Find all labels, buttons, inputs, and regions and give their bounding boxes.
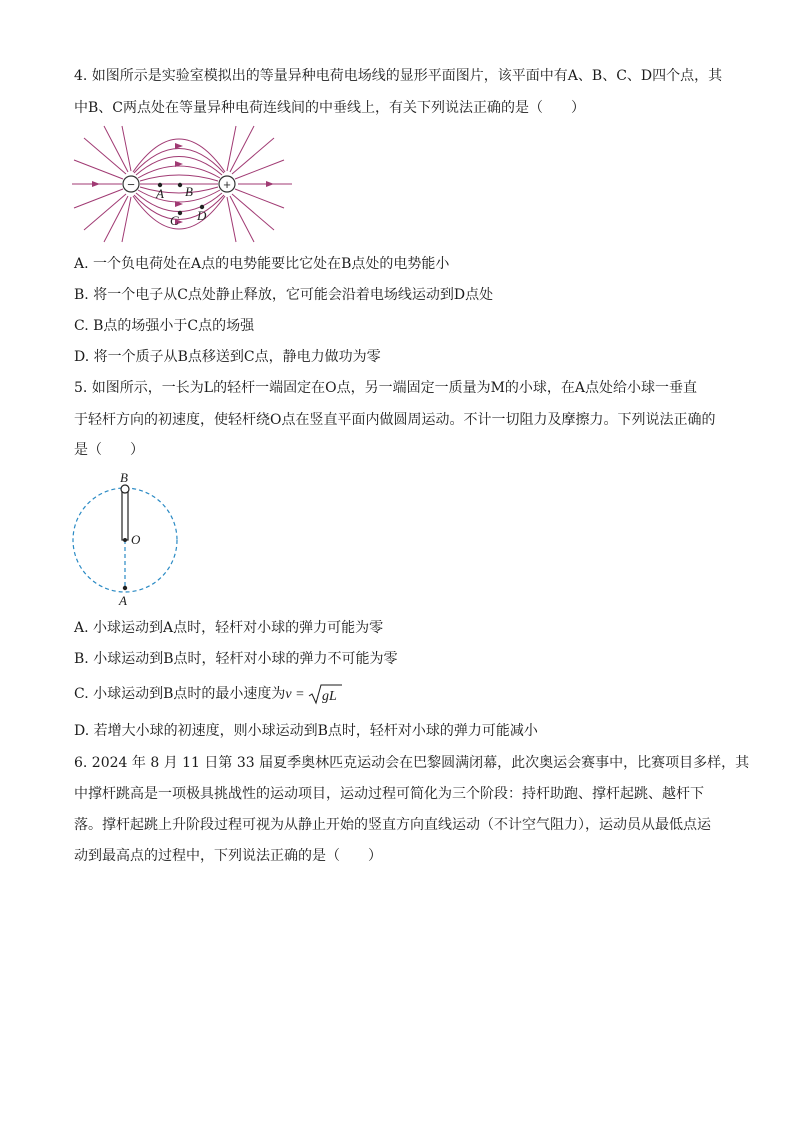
point-b <box>178 183 182 187</box>
q6-stem-line1: 6. 2024 年 8 月 11 日第 33 届夏季奥林匹克运动会在巴黎圆满闭幕，此次奥运会赛事中，比赛项目多样，其 <box>74 755 750 771</box>
point-a <box>123 586 127 590</box>
q4-option-b: B. 将一个电子从C点处静止释放，它可能会沿着电场线运动到D点处 <box>74 287 494 303</box>
light-rod <box>122 492 128 540</box>
q6-stem-line2: 中撑杆跳高是一项极具挑战性的运动项目，运动过程可简化为三个阶段：持杆助跑、撑杆起跳、越杆下 <box>74 786 704 802</box>
negative-charge <box>123 176 139 192</box>
negative-charge-symbol: − <box>127 177 135 192</box>
label-d: D <box>197 208 207 223</box>
q5-stem-line2: 于轻杆方向的初速度，使轻杆绕O点在竖直平面内做圆周运动。不计一切阻力及摩擦力。下列说法正确的 <box>74 412 716 428</box>
q5-option-c-text: C. 小球运动到B点时的最小速度为 <box>74 686 286 702</box>
q5-stem-line1: 5. 如图所示，一长为L的轻杆一端固定在O点，另一端固定一质量为M的小球，在A点处给小球一垂直 <box>74 380 698 396</box>
label-o: O <box>131 532 141 547</box>
sqrt-formula <box>308 683 342 705</box>
q4-option-d: D. 将一个质子从B点移送到C点，静电力做功为零 <box>74 349 381 365</box>
field-lines <box>72 126 292 242</box>
q5-option-d: D. 若增大小球的初速度，则小球运动到B点时，轻杆对小球的弹力可能减小 <box>74 723 538 739</box>
q4-option-c: C. B点的场强小于C点的场强 <box>74 318 255 334</box>
positive-charge <box>219 176 235 192</box>
label-b: B <box>185 184 193 199</box>
electric-field-figure <box>70 124 300 246</box>
q5-option-b: B. 小球运动到B点时，轻杆对小球的弹力不可能为零 <box>74 651 398 667</box>
label-a: A <box>156 186 164 201</box>
q5-stem-line3: 是（ ） <box>74 442 144 458</box>
rod-circle-figure <box>66 470 186 612</box>
positive-charge-symbol: + <box>223 177 231 192</box>
q5-option-a: A. 小球运动到A点时，轻杆对小球的弹力可能为零 <box>74 620 384 636</box>
radicand: gL <box>322 689 337 704</box>
label-a: A <box>119 593 127 608</box>
q6-stem-line4: 动到最高点的过程中，下列说法正确的是（ ） <box>74 848 382 864</box>
pivot-o <box>123 538 127 542</box>
sqrt-sign-icon <box>308 683 342 705</box>
formula-lhs: v = <box>285 687 309 702</box>
q6-stem-line3: 落。撑杆起跳上升阶段过程可视为从静止开始的竖直方向直线运动（不计空气阻力），运动员从最低点运 <box>74 817 711 833</box>
q4-stem-line2: 中B、C两点处在等量异种电荷连线间的中垂线上，有关下列说法正确的是（ ） <box>74 100 585 116</box>
q4-stem-line1: 4. 如图所示是实验室模拟出的等量异种电荷电场线的显形平面图片，该平面中有A、B、C、D四个点，其 <box>74 68 723 84</box>
label-b: B <box>120 470 128 485</box>
label-c: C <box>170 213 179 228</box>
q4-option-a: A. 一个负电荷处在A点的电势能要比它处在B点处的电势能小 <box>74 256 450 272</box>
ball <box>121 485 129 493</box>
q5-option-c <box>74 683 342 705</box>
